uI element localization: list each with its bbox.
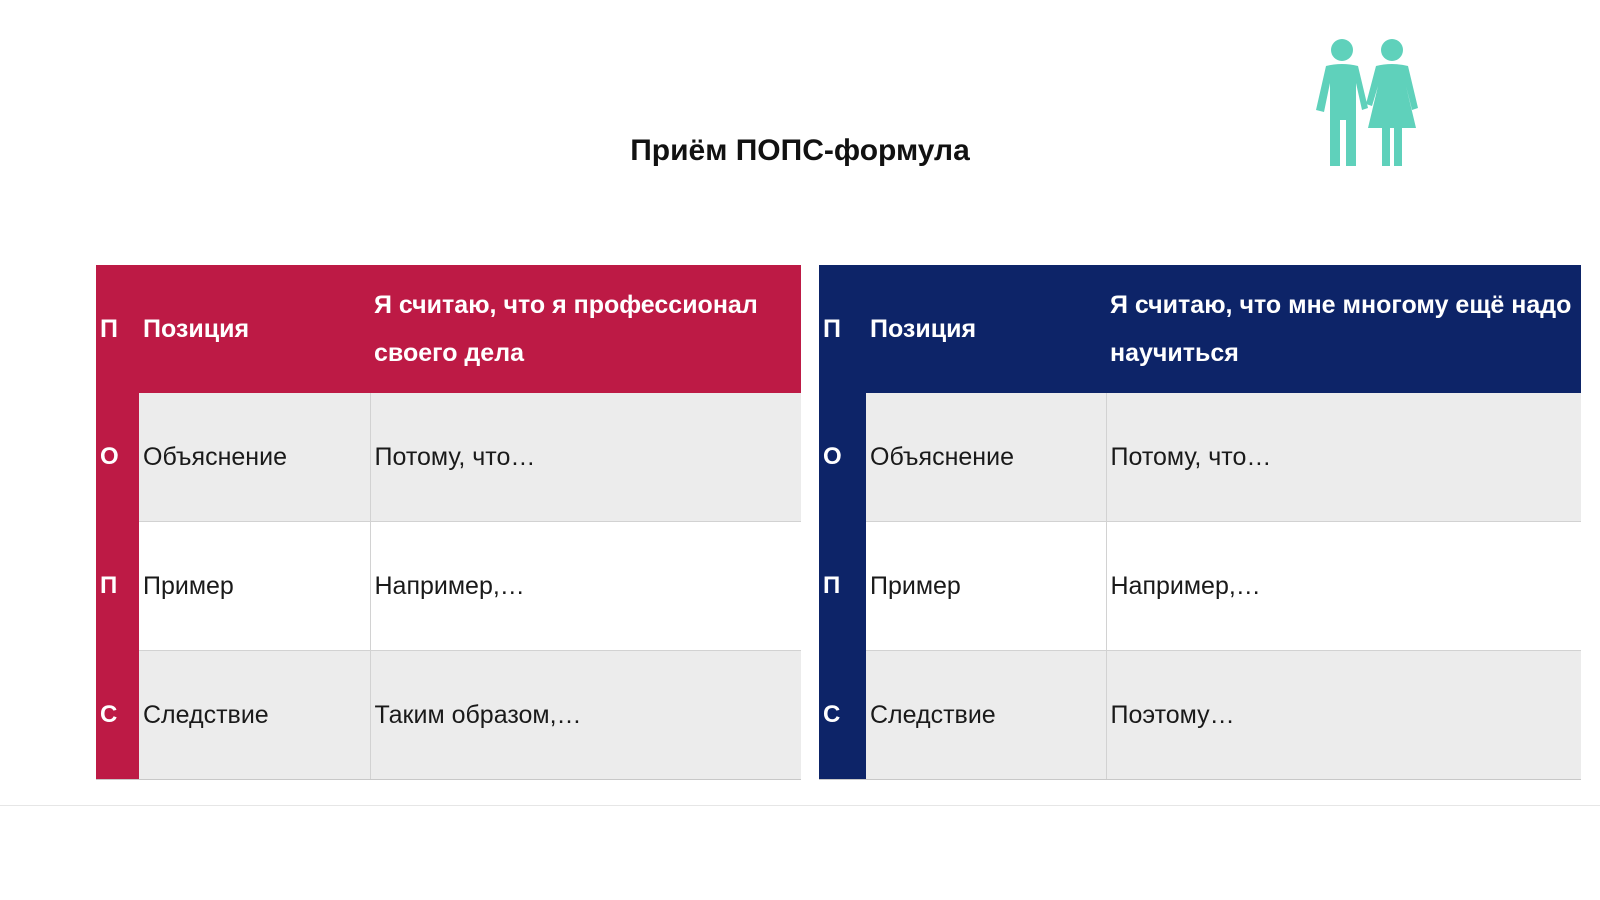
row-value: Потому, что… (370, 393, 801, 522)
row-value: Поэтому… (1106, 651, 1581, 780)
row-label: Позиция (866, 265, 1106, 393)
row-letter: С (96, 651, 139, 780)
row-label: Позиция (139, 265, 370, 393)
row-value: Я считаю, что мне многому ещё надо научиться (1106, 265, 1581, 393)
row-label: Следствие (866, 651, 1106, 780)
row-label: Следствие (139, 651, 370, 780)
row-letter: П (819, 522, 866, 651)
table-row (819, 651, 1581, 780)
row-letter: П (819, 265, 866, 393)
row-value: Потому, что… (1106, 393, 1581, 522)
row-letter: О (819, 393, 866, 522)
table-row (96, 651, 801, 780)
row-letter: П (96, 265, 139, 393)
row-value: Я считаю, что я профессионал своего дела (370, 265, 801, 393)
row-label: Объяснение (139, 393, 370, 522)
table-row (96, 522, 801, 651)
row-letter: П (96, 522, 139, 651)
right-pops-table (819, 265, 1581, 780)
table-header-row (819, 265, 1581, 393)
left-pops-table (96, 265, 801, 780)
divider (0, 805, 1600, 806)
row-value: Например,… (370, 522, 801, 651)
row-letter: О (96, 393, 139, 522)
row-value: Например,… (1106, 522, 1581, 651)
row-label: Пример (139, 522, 370, 651)
row-value: Таким образом,… (370, 651, 801, 780)
page-title: Приём ПОПС-формула (630, 134, 970, 167)
table-row (819, 522, 1581, 651)
row-label: Пример (866, 522, 1106, 651)
row-letter: С (819, 651, 866, 780)
table-row (96, 393, 801, 522)
row-label: Объяснение (866, 393, 1106, 522)
couple-icon (1310, 38, 1422, 166)
table-row (819, 393, 1581, 522)
table-header-row (96, 265, 801, 393)
